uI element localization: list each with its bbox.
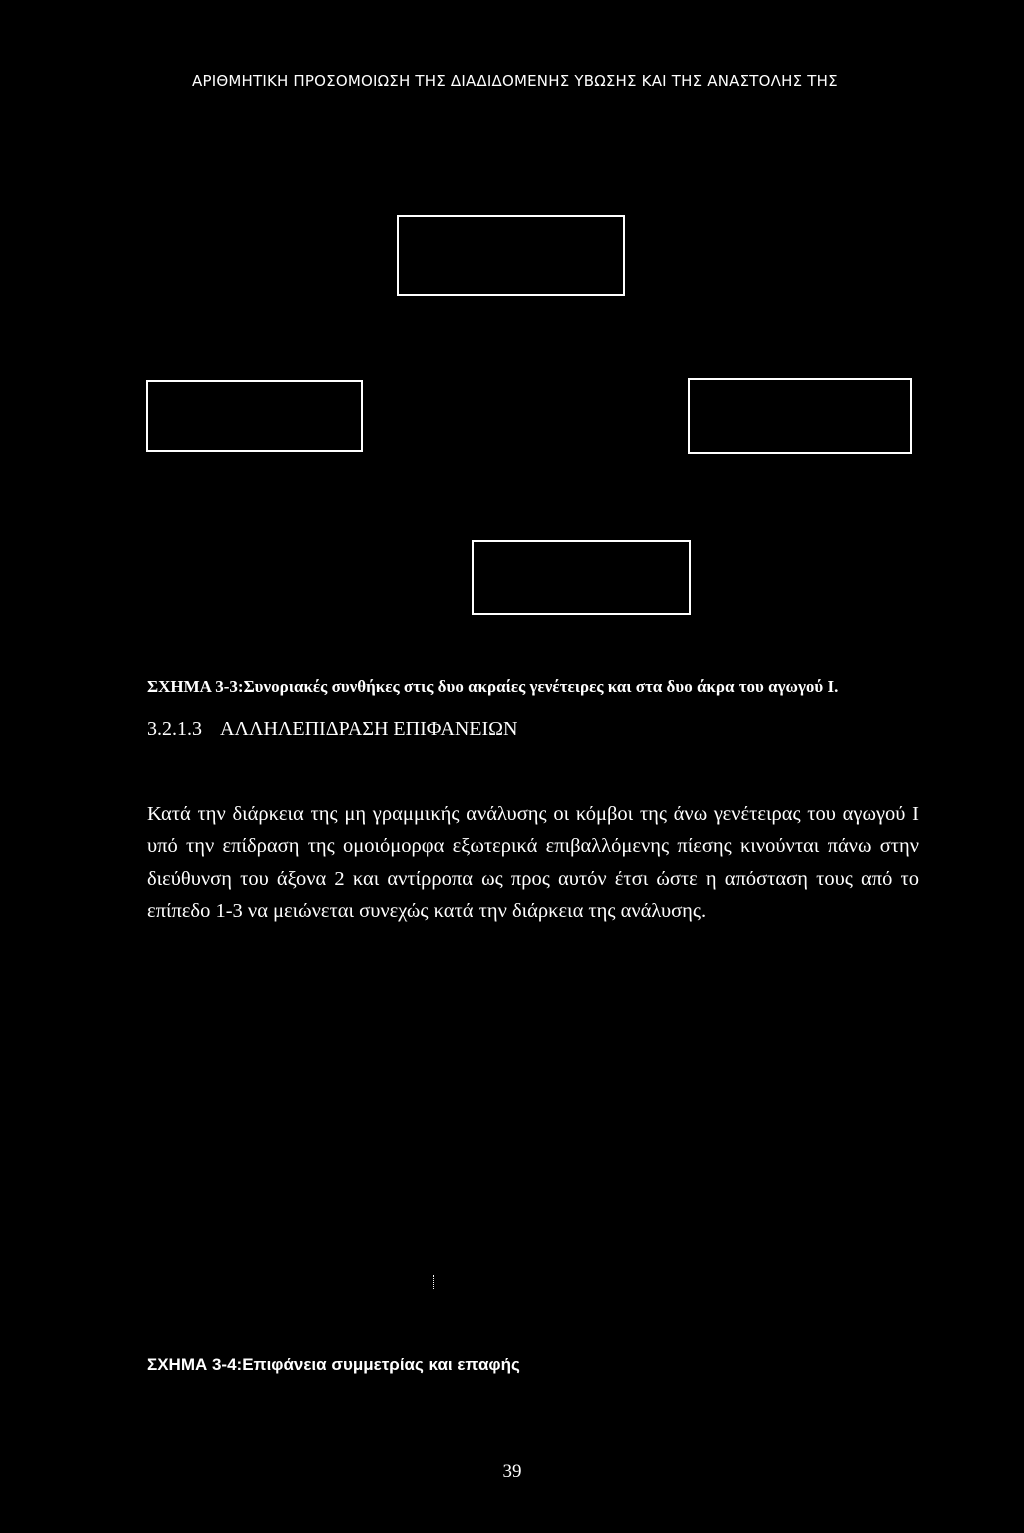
figure-placeholder-box-top bbox=[397, 215, 625, 296]
page-number: 39 bbox=[502, 1461, 522, 1482]
figure-3-4-mark bbox=[433, 1275, 435, 1289]
section-title: ΑΛΛΗΛΕΠΙΔΡΑΣΗ ΕΠΙΦΑΝΕΙΩΝ bbox=[220, 718, 518, 740]
section-number: 3.2.1.3 bbox=[147, 718, 202, 740]
figure-placeholder-box-right bbox=[688, 378, 912, 454]
figure-placeholder-box-left bbox=[146, 380, 363, 452]
running-header: ΑΡΙΘΜΗΤΙΚΗ ΠΡΟΣΟΜΟΙΩΣΗ ΤΗΣ ΔΙΑΔΙΔΟΜΕΝΗΣ ΥΒΩΣΗΣ ΚΑΙ ΤΗΣ ΑΝΑΣΤΟΛΗΣ ΤΗΣ bbox=[192, 72, 838, 90]
figure-placeholder-box-bottom bbox=[472, 540, 691, 615]
body-paragraph: Κατά την διάρκεια της μη γραμμικής ανάλυσης οι κόμβοι της άνω γενέτειρας του αγωγού I υπό την επίδραση της ομοιόμορφα εξωτερικά επιβαλλόμενης πίεσης κινούνται πάνω στην διεύθυνση του άξονα 2 και αντίρροπα ως προς αυτόν έτσι ώστε η απόσταση τους από το επίπεδο 1-3 να μειώνεται συνεχώς κατά την διάρκεια της ανάλυσης. bbox=[147, 803, 919, 923]
section-heading bbox=[147, 718, 517, 741]
figure-3-4-caption: ΣΧΗΜΑ 3-4:Επιφάνεια συμμετρίας και επαφής bbox=[147, 1355, 520, 1374]
figure-3-3-caption: ΣΧΗΜΑ 3-3:Συνοριακές συνθήκες στις δυο ακραίες γενέτειρες και στα δυο άκρα του αγωγού I. bbox=[147, 677, 839, 696]
